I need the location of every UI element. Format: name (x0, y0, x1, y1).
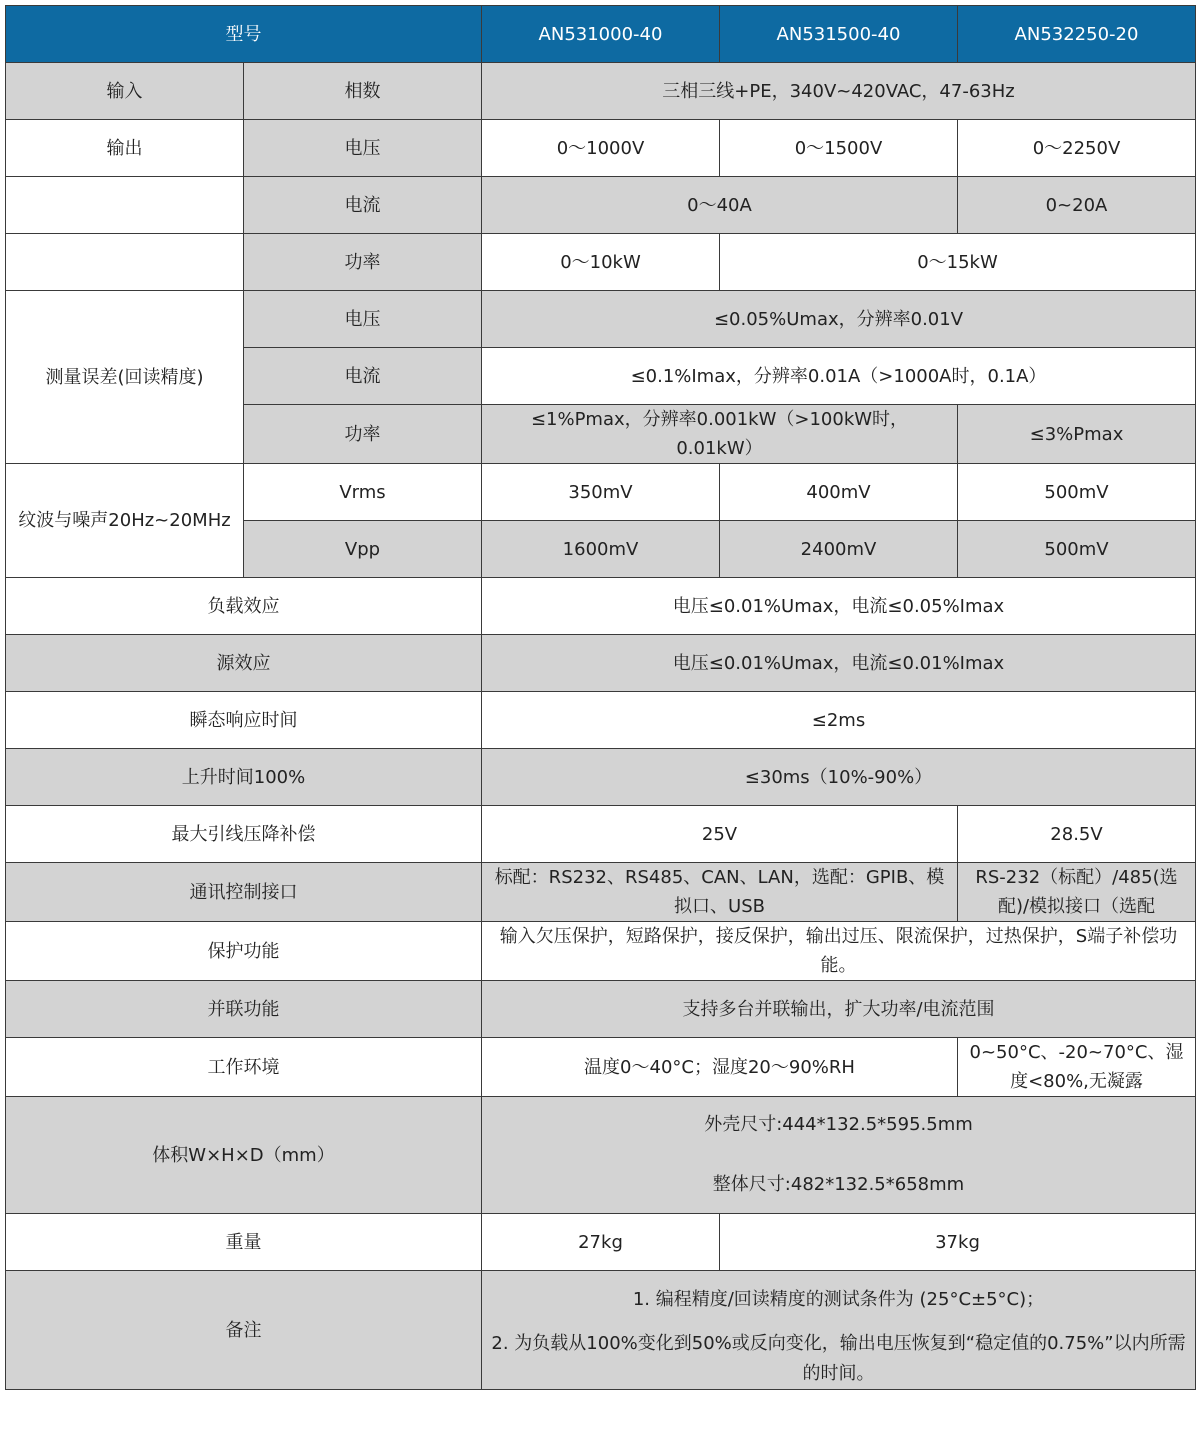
cell-value: 500mV (958, 464, 1196, 521)
cell-value: 0～1000V (482, 120, 720, 177)
row-label: 电流 (244, 177, 482, 234)
row-label: Vpp (244, 521, 482, 578)
cell-value: 支持多台并联输出，扩大功率/电流范围 (482, 981, 1196, 1038)
row-label: 电压 (244, 120, 482, 177)
table-row (6, 464, 1196, 521)
row-label: 负载效应 (6, 578, 482, 635)
row-label: 工作环境 (6, 1038, 482, 1097)
cell-value: 0～40A (482, 177, 958, 234)
group-label: 输入 (6, 63, 244, 120)
note-item: 1. 编程精度/回读精度的测试条件为 (25°C±5°C)； (632, 1289, 1045, 1310)
cell-value: 27kg (482, 1214, 720, 1271)
row-label: 并联功能 (6, 981, 482, 1038)
row-label: 保护功能 (6, 922, 482, 981)
table-row (6, 234, 1196, 291)
group-label: 测量误差(回读精度) (6, 291, 244, 464)
cell-value: 0～15kW (720, 234, 1196, 291)
cell-value: 电压≤0.01%Umax，电流≤0.05%Imax (482, 578, 1196, 635)
cell-value: 电压≤0.01%Umax，电流≤0.01%Imax (482, 635, 1196, 692)
cell-text: 外壳尺寸:444*132.5*595.5mm (704, 1114, 973, 1135)
cell-value: ≤30ms（10%-90%） (482, 749, 1196, 806)
cell-value: 三相三线+PE，340V~420VAC，47-63Hz (482, 63, 1196, 120)
model-name: AN531500-40 (720, 6, 958, 63)
cell-value: 标配：RS232、RS485、CAN、LAN，选配：GPIB、模拟口、USB (482, 863, 958, 922)
table-row (6, 120, 1196, 177)
row-label: 体积W×H×D（mm） (6, 1097, 482, 1214)
spec-table (5, 5, 1196, 1390)
cell-text: ≤1%Pmax，分辨率0.001kW（>100kW时，0.01kW） (530, 409, 909, 459)
group-label: 输出 (6, 120, 244, 177)
cell-value: 37kg (720, 1214, 1196, 1271)
row-label: 相数 (244, 63, 482, 120)
row-label: 通讯控制接口 (6, 863, 482, 922)
cell-value: 输入欠压保护，短路保护，接反保护，输出过压、限流保护，过热保护，S端子补偿功能。 (482, 922, 1196, 981)
row-label: Vrms (244, 464, 482, 521)
table-row (6, 578, 1196, 635)
row-label: 电压 (244, 291, 482, 348)
cell-value: 500mV (958, 521, 1196, 578)
table-row (6, 177, 1196, 234)
cell-value: 0～1500V (720, 120, 958, 177)
header-row (6, 6, 1196, 63)
table-row (6, 692, 1196, 749)
cell-value (482, 1271, 1196, 1390)
spacer (488, 1315, 1189, 1329)
spacer (488, 1140, 1189, 1170)
row-label: 最大引线压降补偿 (6, 806, 482, 863)
table-row (6, 63, 1196, 120)
cell-value: 温度0～40°C；湿度20～90%RH (482, 1038, 958, 1097)
table-row (6, 922, 1196, 981)
table-row (6, 749, 1196, 806)
row-label: 上升时间100% (6, 749, 482, 806)
table-row (6, 1097, 1196, 1214)
cell-value: 28.5V (958, 806, 1196, 863)
group-label: 纹波与噪声20Hz~20MHz (6, 464, 244, 578)
cell-value: ≤0.1%Imax，分辨率0.01A（>1000A时，0.1A） (482, 348, 1196, 405)
cell-value: 0~50°C、-20~70°C、湿度<80%,无凝露 (958, 1038, 1196, 1097)
cell-value: 0～10kW (482, 234, 720, 291)
row-label: 备注 (6, 1271, 482, 1390)
cell-value: ≤0.05%Umax，分辨率0.01V (482, 291, 1196, 348)
cell-value: 25V (482, 806, 958, 863)
cell-value: ≤2ms (482, 692, 1196, 749)
cell-value: 0～2250V (958, 120, 1196, 177)
cell-value: ≤3%Pmax (958, 405, 1196, 464)
cell-value: 0~20A (958, 177, 1196, 234)
model-label: 型号 (6, 6, 482, 63)
table-row (6, 863, 1196, 922)
cell-text: 整体尺寸:482*132.5*658mm (712, 1174, 965, 1195)
cell-value: 400mV (720, 464, 958, 521)
cell-value: 1600mV (482, 521, 720, 578)
row-label: 功率 (244, 234, 482, 291)
row-label: 电流 (244, 348, 482, 405)
empty-cell (6, 177, 244, 234)
table-row (6, 1038, 1196, 1097)
table-row (6, 1214, 1196, 1271)
table-row (6, 635, 1196, 692)
cell-value (482, 1097, 1196, 1214)
cell-value: RS-232（标配）/485(选配)/模拟接口（选配 (958, 863, 1196, 922)
table-row (6, 981, 1196, 1038)
row-label: 瞬态响应时间 (6, 692, 482, 749)
table-row (6, 1271, 1196, 1390)
cell-value: 350mV (482, 464, 720, 521)
table-row (6, 291, 1196, 348)
note-item: 2. 为负载从100%变化到50%或反向变化，输出电压恢复到“稳定值的0.75%”以内所需的时间。 (491, 1333, 1186, 1384)
table-row (6, 806, 1196, 863)
row-label: 重量 (6, 1214, 482, 1271)
cell-value (482, 405, 958, 464)
row-label: 功率 (244, 405, 482, 464)
cell-value: 2400mV (720, 521, 958, 578)
model-name: AN531000-40 (482, 6, 720, 63)
empty-cell (6, 234, 244, 291)
model-name: AN532250-20 (958, 6, 1196, 63)
row-label: 源效应 (6, 635, 482, 692)
